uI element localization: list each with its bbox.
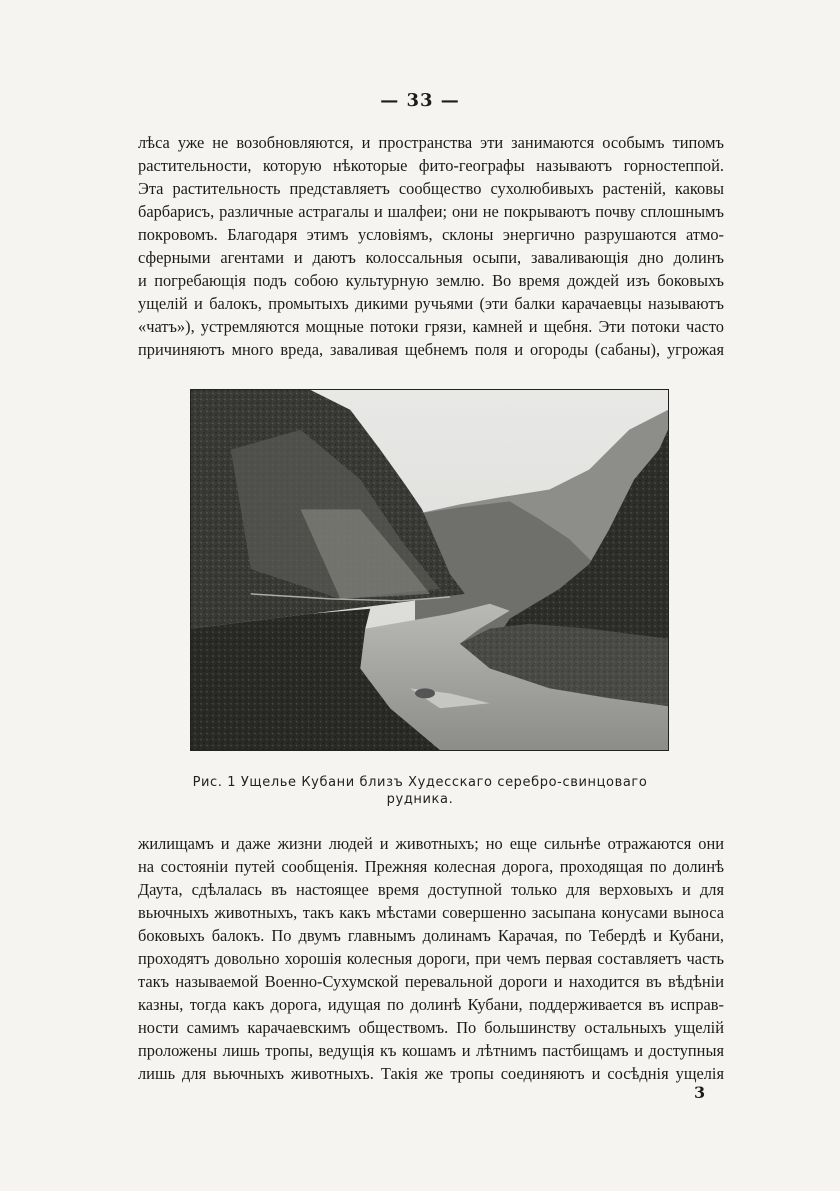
text-line: барбарисъ, различные астрагалы и шалфеи; они не покрываютъ почву сплошнымъ <box>138 202 724 221</box>
text-line: Эта растительность представляетъ сообщество сухолюбивыхъ растеній, каковы <box>138 179 724 198</box>
text-line: причиняютъ много вреда, заваливая щебнемъ поля и огороды (сабаны), угрожая <box>138 340 724 359</box>
text-line: вьючныхъ животныхъ, такъ какъ мѣстами совершенно засыпана конусами выноса <box>138 903 724 922</box>
text-line: растительности, которую нѣкоторые фито-географы называютъ горностеппой. <box>138 156 724 175</box>
gorge-photograph <box>190 389 669 751</box>
text-line: лѣса уже не возобновляются, и пространства эти занимаются особымъ типомъ <box>138 133 724 152</box>
caption-line: рудника. <box>386 792 454 807</box>
text-line: Даута, сдѣлалась въ настоящее время доступной только для верховыхъ и для <box>138 880 724 899</box>
bottom-paragraph <box>138 832 724 1085</box>
figure-caption <box>150 774 690 808</box>
page-number: — 33 — <box>380 90 460 111</box>
text-line: проложены лишь тропы, ведущія къ кошамъ и лѣтнимъ пастбищамъ и доступныя <box>138 1041 724 1060</box>
text-line: ности самимъ карачаевскимъ обществомъ. По большинству остальныхъ ущелій <box>138 1018 724 1037</box>
gorge-photo-illustration <box>191 390 668 750</box>
text-line: «чатъ»), устремляются мощные потоки грязи, камней и щебня. Эти потоки часто <box>138 317 724 336</box>
text-line: такъ называемой Военно-Сухумской перевальной дороги и находится въ вѣдѣніи <box>138 972 724 991</box>
text-line: ущелій и балокъ, промытыхъ дикими ручьями (эти балки карачаевцы называютъ <box>138 294 724 313</box>
text-line: сферными агентами и даютъ колоссальныя осыпи, заваливающія дно долинъ <box>138 248 724 267</box>
text-line: жилищамъ и даже жизни людей и животныхъ; но еще сильнѣе отражаются они <box>138 834 724 853</box>
top-paragraph <box>138 131 724 361</box>
text-line: покровомъ. Благодаря этимъ условіямъ, склоны энергично разрушаются атмо- <box>138 225 724 244</box>
caption-line: Рис. 1 Ущелье Кубани близъ Худесскаго серебро-свинцоваго <box>192 775 648 790</box>
text-line: проходятъ довольно хорошія колесныя дороги, при чемъ первая составляетъ часть <box>138 949 724 968</box>
text-line: и погребающія подъ собою культурную землю. Во время дождей изъ боковыхъ <box>138 271 724 290</box>
text-line: боковыхъ балокъ. По двумъ главнымъ долинамъ Карачая, по Тебердѣ и Кубани, <box>138 926 724 945</box>
text-line: на состояніи путей сообщенія. Прежняя колесная дорога, проходящая по долинѣ <box>138 857 724 876</box>
text-line: лишь для вьючныхъ животныхъ. Такія же тропы соединяютъ и сосѣднія ущелія <box>138 1064 724 1083</box>
signature-mark: 3 <box>694 1083 706 1102</box>
text-line: казны, тогда какъ дорога, идущая по долинѣ Кубани, поддерживается въ исправ- <box>138 995 724 1014</box>
